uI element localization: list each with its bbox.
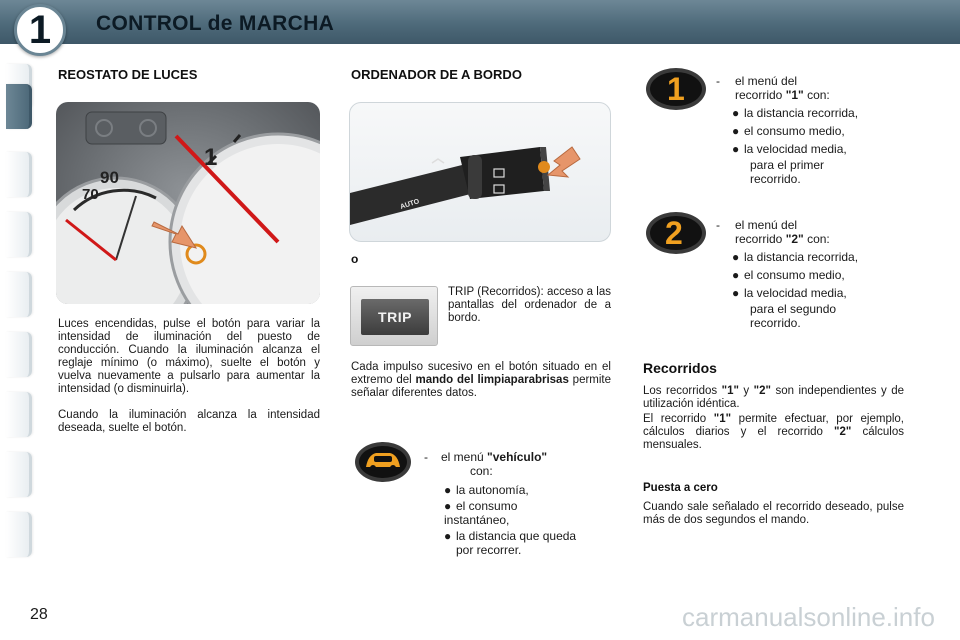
recorridos-p1-d: "2"	[753, 385, 771, 397]
trip-2-item-text: la distancia recorrida,	[744, 250, 859, 264]
tab-chapter-3[interactable]	[6, 212, 32, 257]
trip-2-item: ● la velocidad media,	[732, 286, 847, 300]
trip-2-line2	[735, 232, 830, 246]
vehicle-menu-bold: "vehículo"	[487, 450, 548, 464]
impulse-text-a: Cada impulso sucesivo en el botón situado en el extremo del	[351, 361, 611, 386]
vehicle-menu-pre: el menú	[441, 450, 488, 464]
vehicle-menu-item-text: el consumo instantáneo,	[444, 499, 518, 527]
page-number: 28	[30, 606, 48, 623]
vehicle-menu-item-text: la autonomía,	[456, 483, 529, 497]
trip-2-item: ● el consumo medio,	[732, 268, 845, 282]
tab-chapter-2[interactable]	[6, 152, 32, 197]
trip-1-item-text: la velocidad media,	[744, 142, 847, 156]
chapter-header	[0, 0, 960, 44]
trip-1-icon	[645, 67, 705, 109]
trip-2-pre: recorrido	[735, 232, 786, 246]
trip-2-item-text: la velocidad media,	[744, 286, 847, 300]
tab-chapter-4[interactable]	[6, 272, 32, 317]
trip-1-item: ● la distancia recorrida,	[732, 106, 859, 120]
vehicle-menu-item: ● el consumo instantáneo,	[444, 499, 518, 527]
trip-1-line1: el menú del	[735, 74, 798, 88]
recorridos-p1-b: "1"	[721, 385, 739, 397]
recorridos-p2-a: El recorrido	[643, 413, 714, 425]
trip-1-line2	[735, 88, 830, 102]
trip-2-line1: el menú del	[735, 218, 798, 232]
trip-2-post: con:	[803, 232, 830, 246]
tab-chapter-5[interactable]	[6, 332, 32, 377]
trip-1-item: ● el consumo medio,	[732, 124, 845, 138]
vehicle-menu-item: ● la autonomía,	[444, 483, 529, 497]
rheostat-paragraph-1: Luces encendidas, pulse el botón para variar la intensidad de iluminación del puesto de conducción. Cuando la iluminación alcanza el reglaje mínimo (o máximo), suelte el botón y vuelva nuevamente a pulsarlo para aumentar la intensidad (o disminuirla).	[58, 318, 320, 395]
computer-heading: ORDENADOR DE A BORDO	[351, 67, 522, 82]
recorridos-p1-e: son independientes y de utilización idéntica.	[643, 385, 905, 410]
stalk-pointer-arrow-icon	[548, 147, 580, 177]
wiper-symbol-icon	[432, 159, 444, 163]
trip-1-item-text: la distancia recorrida,	[744, 106, 859, 120]
trip-1-dash: -	[716, 74, 720, 88]
trip-2-bold: "2"	[785, 232, 804, 246]
trip-1-bold: "1"	[785, 88, 804, 102]
chapter-badge[interactable]	[14, 4, 66, 56]
impulse-text-b: permite señalar diferentes datos.	[351, 374, 612, 399]
chapter-number: 1	[28, 8, 52, 52]
trip-1-pre: recorrido	[735, 88, 786, 102]
recorridos-paragraph-1	[643, 385, 904, 411]
rheostat-heading: REOSTATO DE LUCES	[58, 67, 198, 82]
vehicle-menu-item-text: la distancia que queda por recorrer.	[456, 529, 577, 557]
impulse-paragraph	[351, 361, 611, 400]
or-label: o	[351, 252, 359, 266]
tab-chapter-8[interactable]	[6, 512, 32, 557]
trip-button-face	[361, 299, 429, 335]
reset-heading: Puesta a cero	[643, 482, 718, 494]
instrument-panel-image	[56, 102, 320, 304]
chapter-title: CONTROL de MARCHA	[96, 12, 335, 35]
trip-2-icon	[645, 211, 705, 253]
trip-2-item-text: el consumo medio,	[744, 268, 845, 282]
vehicle-menu-title	[441, 450, 547, 464]
recorridos-p2-e: cálculos mensuales.	[643, 426, 904, 451]
vehicle-menu-dash: -	[424, 450, 428, 464]
rheostat-paragraph-2: Cuando la iluminación alcanza la intensidad deseada, suelte el botón.	[58, 409, 320, 434]
gauge-label-1: 1	[204, 144, 218, 171]
trip-1-icon-number: 1	[667, 71, 685, 107]
reset-paragraph: Cuando sale señalado el recorrido deseado, pulse más de dos segundos el mando.	[643, 501, 904, 526]
gauge-label-70: 70	[82, 186, 99, 203]
recorridos-p2-d: "2"	[834, 426, 852, 438]
recorridos-p1-a: Los recorridos	[643, 385, 722, 397]
vehicle-menu-item: ● la distancia que queda por recorrer.	[444, 529, 604, 557]
trip-stalk-button	[538, 161, 550, 173]
vehicle-menu-icon	[354, 441, 412, 483]
tab-chapter-6[interactable]	[6, 392, 32, 437]
stalk-illustration	[350, 103, 611, 242]
recorridos-p1-c: y	[738, 385, 754, 397]
trip-2-item: ● la distancia recorrida,	[732, 250, 859, 264]
recorridos-paragraph-2	[643, 413, 904, 452]
recorridos-p2-c: permite efectuar, por ejemplo, cálculos diarios y el recorrido	[643, 413, 904, 438]
trip-button-label: TRIP	[378, 309, 412, 325]
trip-1-post: con:	[803, 88, 830, 102]
tab-chapter-7[interactable]	[6, 452, 32, 497]
vehicle-menu-post: con:	[470, 464, 493, 478]
trip-2-icon-number: 2	[665, 215, 683, 251]
trip-button[interactable]	[350, 286, 438, 346]
trip-1-item-text: el consumo medio,	[744, 124, 845, 138]
trip-2-dash: -	[716, 218, 720, 232]
gauge-label-90: 90	[100, 168, 119, 187]
gauge-illustration	[56, 102, 320, 304]
stalk-auto-label: AUTO	[399, 198, 421, 211]
watermark: carmanualsonline.info	[682, 602, 935, 632]
trip-2-tail: para el segundo recorrido.	[750, 302, 837, 330]
impulse-text-bold: mando del limpiaparabrisas	[415, 374, 569, 386]
wiper-stalk-image	[349, 102, 611, 242]
recorridos-p2-b: "1"	[713, 413, 732, 425]
tab-chapter-1[interactable]	[6, 84, 32, 129]
recorridos-heading: Recorridos	[643, 360, 717, 376]
trip-description: TRIP (Recorridos): acceso a las pantallas del ordenador de a bordo.	[448, 286, 611, 324]
chapter-tabs	[0, 64, 34, 580]
trip-1-item: ● la velocidad media,	[732, 142, 847, 156]
trip-1-tail: para el primer recorrido.	[750, 158, 825, 186]
